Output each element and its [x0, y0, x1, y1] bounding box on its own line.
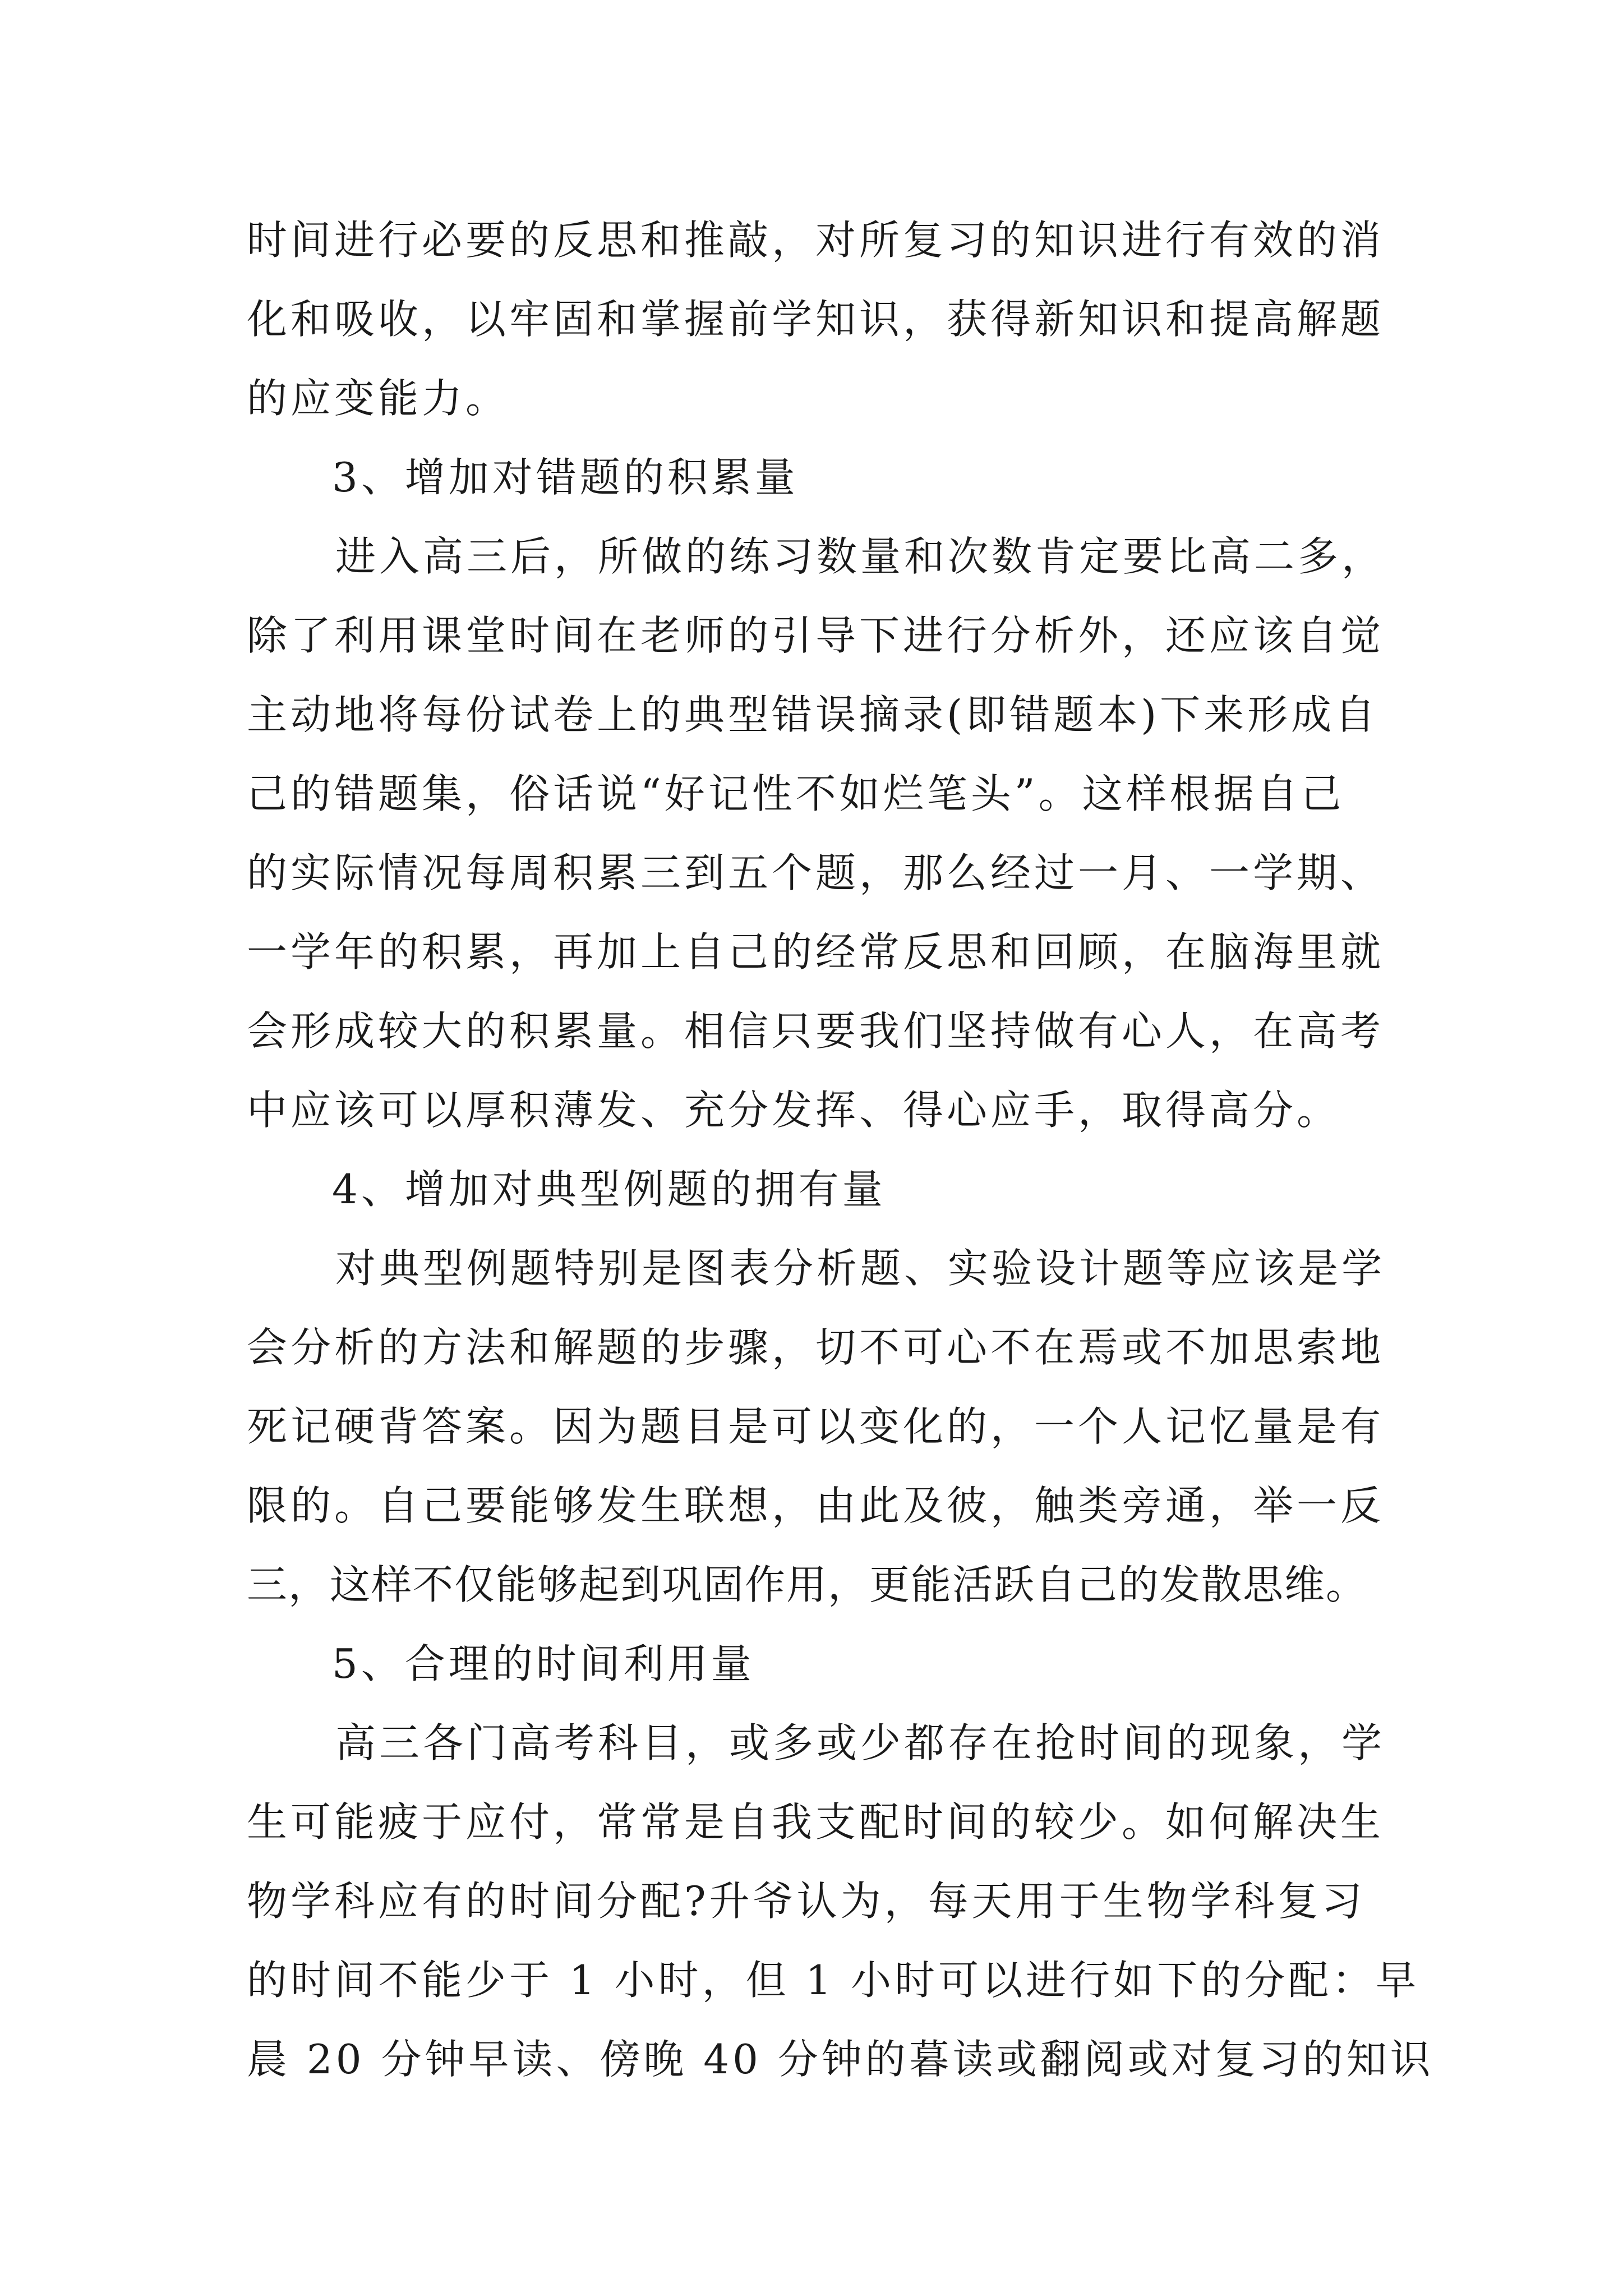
text-line: 死记硬背答案。因为题目是可以变化的，一个人记忆量是有 — [247, 1403, 1385, 1450]
section-heading: 5、合理的时间利用量 — [332, 1640, 755, 1687]
text-line: 的应变能力。 — [247, 375, 510, 422]
text-line: 中应该可以厚积薄发、充分发挥、得心应手，取得高分。 — [247, 1087, 1341, 1134]
text-line: 对典型例题特别是图表分析题、实验设计题等应该是学 — [335, 1245, 1386, 1292]
text-line: 一学年的积累，再加上自己的经常反思和回顾，在脑海里就 — [247, 928, 1385, 976]
text-line: 的实际情况每周积累三到五个题，那么经过一月、一学期、 — [247, 849, 1385, 896]
text-line: 会形成较大的积累量。相信只要我们坚持做有心人，在高考 — [247, 1007, 1385, 1055]
text-line: 会分析的方法和解题的步骤，切不可心不在焉或不加思索地 — [247, 1324, 1385, 1371]
section-heading: 4、增加对典型例题的拥有量 — [332, 1166, 886, 1213]
text-line: 高三各门高考科目，或多或少都存在抢时间的现象，学 — [335, 1719, 1386, 1766]
text-line: 三，这样不仅能够起到巩固作用，更能活跃自己的发散思维。 — [247, 1561, 1368, 1608]
text-line: 己的错题集，俗话说“好记性不如烂笔头”。这样根据自己 — [247, 770, 1345, 817]
text-line: 时间进行必要的反思和推敲，对所复习的知识进行有效的消 — [247, 217, 1385, 264]
text-line: 晨 20 分钟早读、傍晚 40 分钟的暮读或翻阅或对复习的知识 — [247, 2036, 1434, 2083]
section-heading: 3、增加对错题的积累量 — [332, 454, 799, 501]
text-line: 除了利用课堂时间在老师的引导下进行分析外，还应该自觉 — [247, 612, 1385, 659]
text-line: 化和吸收，以牢固和掌握前学知识，获得新知识和提高解题 — [247, 296, 1385, 343]
text-line: 主动地将每份试卷上的典型错误摘录(即错题本)下来形成自 — [247, 691, 1379, 738]
text-line: 限的。自己要能够发生联想，由此及彼，触类旁通，举一反 — [247, 1482, 1385, 1529]
text-line: 的时间不能少于 1 小时，但 1 小时可以进行如下的分配：早 — [247, 1957, 1420, 2004]
text-line: 生可能疲于应付，常常是自我支配时间的较少。如何解决生 — [247, 1798, 1385, 1846]
text-line: 物学科应有的时间分配?升爷认为，每天用于生物学科复习 — [247, 1878, 1366, 1925]
text-line: 进入高三后，所做的练习数量和次数肯定要比高二多， — [335, 533, 1386, 580]
